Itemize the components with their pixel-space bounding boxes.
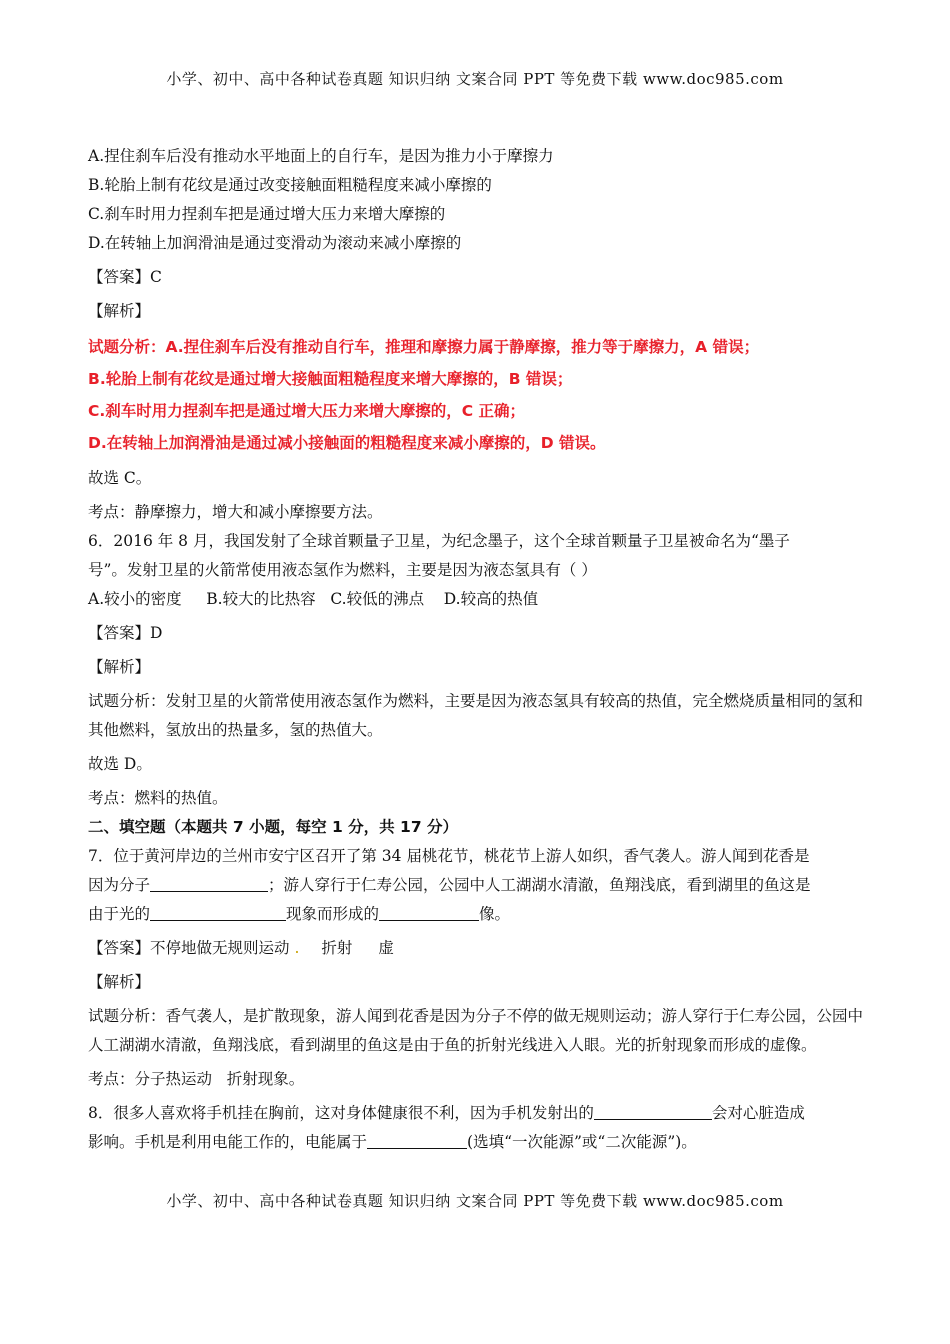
q7-stem-line3 [88,900,868,929]
q7-blank-2[interactable] [150,904,286,921]
q7-answer-2: 折射 [321,939,353,957]
q7-stem-line1: 7．位于黄河岸边的兰州市安宁区召开了第 34 届桃花节，桃花节上游人如织，香气袭人。游人闻到花香是 [88,847,810,865]
q7-answer [88,934,868,963]
q7-stem-line2 [88,871,868,900]
q8-stem-text: 8．很多人喜欢将手机挂在胸前，这对身体健康很不利，因为手机发射出的 [88,1104,594,1122]
q7-answer-1: 不停地做无规则运动 [150,939,290,957]
q5-analysis-line-a: 试题分析：A.捏住刹车后没有推动自行车，推理和摩擦力属于静摩擦，推力等于摩擦力，A 错误； [88,338,760,356]
q7-stem-text: 像。 [479,905,511,923]
page-header: 小学、初中、高中各种试卷真题 知识归纳 文案合同 PPT 等免费下载 www.doc985.com [166,70,784,88]
q5-kaodian: 考点：静摩擦力，增大和减小摩擦要方法。 [88,503,383,521]
q6-conclusion: 故选 D。 [88,755,152,773]
q7-analysis-label: 【解析】 [88,973,151,991]
q8-stem-text: (选填“一次能源”或“二次能源”)。 [467,1133,697,1151]
separator-dot: . [289,939,300,957]
q7-blank-1[interactable] [150,875,268,892]
section-title: 二、填空题（本题共 7 小题，每空 1 分，共 17 分） [88,818,459,836]
q5-analysis-label: 【解析】 [88,302,151,320]
page-footer: 小学、初中、高中各种试卷真题 知识归纳 文案合同 PPT 等免费下载 www.doc985.com [166,1192,784,1210]
q8-stem-text: 影响。手机是利用电能工作的，电能属于 [88,1133,368,1151]
q5-answer: 【答案】C [88,268,162,286]
q5-conclusion: 故选 C。 [88,469,152,487]
q5-analysis-line-c: C.刹车时用力捏刹车把是通过增大压力来增大摩擦的，C 正确； [88,402,526,420]
q8-stem-line1 [88,1099,868,1128]
q6-stem-line2: 号”。发射卫星的火箭常使用液态氢作为燃料，主要是因为液态氢具有（ ） [88,561,597,579]
q7-blank-3[interactable] [379,904,479,921]
q8-stem-text: 会对心脏造成 [711,1104,805,1122]
q5-option-b: B.轮胎上制有花纹是通过改变接触面粗糙程度来减小摩擦的 [88,176,492,194]
q5-option-a: A.捏住刹车后没有推动水平地面上的自行车，是因为推力小于摩擦力 [88,147,554,165]
q7-analysis: 试题分析：香气袭人，是扩散现象，游人闻到花香是因为分子不停的做无规则运动；游人穿行于仁寿公园，公园中人工湖湖水清澈，鱼翔浅底，看到湖里的鱼这是由于鱼的折射光线进入人眼。光的折射现象而形成的虚像。 [88,1007,864,1054]
q6-analysis-label: 【解析】 [88,658,151,676]
q7-kaodian: 考点：分子热运动 折射现象。 [88,1070,305,1088]
q5-option-d: D.在转轴上加润滑油是通过变滑动为滚动来减小摩擦的 [88,234,462,252]
q6-options: A.较小的密度 B.较大的比热容 C.较低的沸点 D.较高的热值 [88,590,539,608]
q7-stem-text: 因为分子 [88,876,151,894]
q7-answer-label: 【答案】 [88,939,151,957]
q5-analysis-line-b: B.轮胎上制有花纹是通过增大接触面粗糙程度来增大摩擦的，B 错误； [88,370,573,388]
q7-answer-3: 虚 [378,939,394,957]
q8-blank-1[interactable] [594,1103,712,1120]
document-body [88,142,868,1157]
q8-blank-2[interactable] [367,1132,467,1149]
q8-stem-line2 [88,1128,868,1157]
q5-option-c: C.刹车时用力捏刹车把是通过增大压力来增大摩擦的 [88,205,446,223]
q7-stem-text: ；游人穿行于仁寿公园，公园中人工湖湖水清澈，鱼翔浅底，看到湖里的鱼这是 [268,876,811,894]
q6-kaodian: 考点：燃料的热值。 [88,789,228,807]
q6-answer: 【答案】D [88,624,163,642]
q6-analysis: 试题分析：发射卫星的火箭常使用液态氢作为燃料，主要是因为液态氢具有较高的热值，完全燃烧质量相同的氢和其他燃料，氢放出的热量多，氢的热值大。 [88,692,864,739]
q7-stem-text: 现象而形成的 [286,905,380,923]
q5-analysis-line-d: D.在转轴上加润滑油是通过减小接触面的粗糙程度来减小摩擦的，D 错误。 [88,434,606,452]
q6-stem-line1: 6．2016 年 8 月，我国发射了全球首颗量子卫星，为纪念墨子，这个全球首颗量子卫星被命名为“墨子 [88,532,790,550]
q7-stem-text: 由于光的 [88,905,151,923]
